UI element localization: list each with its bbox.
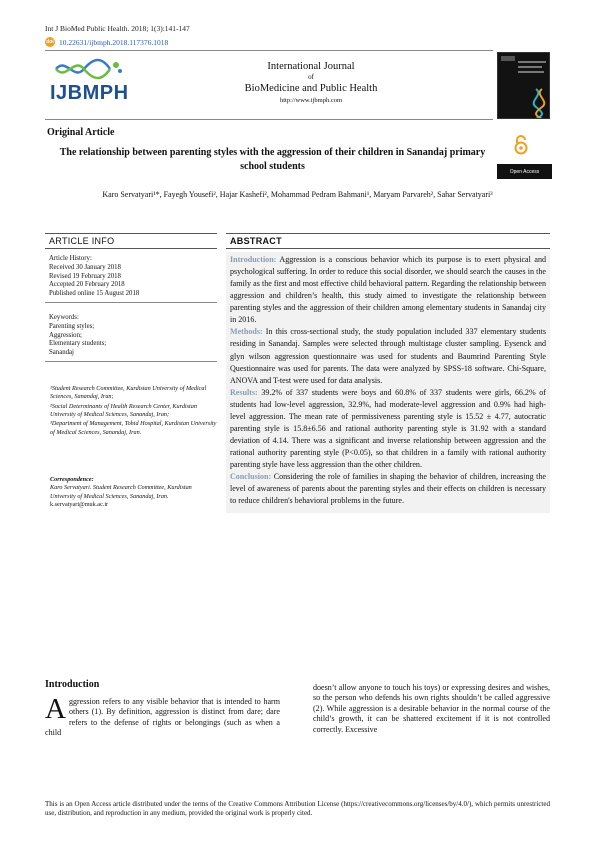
introduction-text-1: ggression refers to any visible behavior that is intended to harm others (1). By definition, aggression is distinct from dare; dare refers to the defense of rights or belongings (such as when a child xyxy=(45,697,280,738)
abstract-results-label: Results: xyxy=(230,387,258,397)
history-published: Published online 15 August 2018 xyxy=(49,290,140,298)
journal-title-line2: of xyxy=(308,73,314,82)
introduction-column-2: doesn’t allow anyone to touch his toys) or expressing desires and wishes, so the person who defends his own rights shouldn’t be called aggressive (2). While aggression is a desirable behavior in the normal course of the child’s growth, it can be shattered excitement if it is not controlled correctly. Excessive xyxy=(313,683,550,734)
author-list: Karo Servatyari¹*, Fayegh Yousefi², Hajar Kashefi², Mohammad Pedram Bahmani¹, Maryam Parvareh², Sahar Servatyari³ xyxy=(102,190,493,199)
abstract-body xyxy=(226,252,550,513)
article-title: The relationship between parenting styles with the aggression of their children in Sanandaj primary school students xyxy=(59,147,486,172)
keyword-item: Aggression; xyxy=(49,331,82,339)
keyword-item: Elementary students; xyxy=(49,340,107,348)
affiliation-item: ¹Student Research Committee, Kurdistan University of Medical Sciences, Sanandaj, Iran; xyxy=(50,385,207,401)
article-info-heading: ARTICLE INFO xyxy=(45,233,217,249)
article-history xyxy=(45,252,217,303)
journal-logo xyxy=(50,55,128,107)
affiliation-item: ²Social Determinants of Health Research Center, Kurdistan University of Medical Sciences, Sanandaj, Iran; xyxy=(50,402,197,419)
abstract-conclusion-text: Considering the role of families in shaping the behavior of children, increasing the level of awareness of parents about the parenting styles and their effects on children is necessary to reduce children's behavioral problems in the future. xyxy=(230,472,546,506)
abstract-results-text: 39.2% of 337 students were boys and 60.8% of 337 students were girls, 66.2% of students had low-level aggression, 32.9%, had moderate-level aggression and 0.9% had high-level aggression. The mean rate of permissiveness parenting style is 15.52 ± 4.77, autocratic parenting style is 15.8±6.56 and rational authority parenting style is 31.92 with a standard deviation of 4.14. There was a significant and inverse relationship between aggression and the rational authority parenting style (P<0.05), so that children in a family with rational authority parenting style have less aggression than the other children. xyxy=(230,387,546,470)
open-access-lock-icon xyxy=(514,135,528,155)
correspondence-text: Karo Servatyari. Student Research Committee, Kurdistan University of Medical Sciences, Sanandaj, Iran. xyxy=(50,484,192,500)
affiliations xyxy=(50,385,218,438)
abstract-intro-label: Introduction: xyxy=(230,255,277,264)
history-accepted: Accepted 20 February 2018 xyxy=(49,281,125,289)
affiliation-item: ³Department of Management, Tohid Hospital, Kurdistan University of Medical Sciences, Sanandaj, Iran. xyxy=(50,420,217,436)
journal-title-block xyxy=(200,60,422,105)
article-type: Original Article xyxy=(47,127,115,138)
cover-art-icon xyxy=(498,53,550,119)
open-access-badge: Open Access xyxy=(497,164,552,179)
abstract-methods-text: In this cross-sectional study, the study population included 337 elementary students residing in Sanandaj. Samples were selected through multistage cluster sampling. Eysenck and glyn wilson aggression questionnaire was used for students and Baumrind Parenting Style Questionnaire was used for parents. The data were analyzed by SPSS-18 software. Chi-Square, ANOVA and T-test were used for data analysis. xyxy=(230,327,546,385)
keyword-item: Parenting styles; xyxy=(49,322,95,330)
doi-link[interactable]: 10.22631/ijbmph.2018.117376.1018 xyxy=(59,37,169,47)
drop-cap: A xyxy=(45,693,66,725)
history-received: Received 30 January 2018 xyxy=(49,263,121,271)
introduction-column-1 xyxy=(45,693,280,739)
introduction-heading: Introduction xyxy=(45,679,100,690)
doi-line xyxy=(45,37,168,47)
keywords-label: Keywords: xyxy=(49,314,79,321)
abstract-methods-label: Methods: xyxy=(230,327,263,337)
doi-icon: doi xyxy=(46,39,54,45)
abstract-intro-text: Aggression is a conscious behavior which its purpose is to exert physical and psychological suffering. In order to reduce this social disorder, we should search the causes in the family as the first and most effective child behavioral pattern. Regarding the relationship between aggression and children’s health, this study aimed to investigate the relationship between parenting styles and the aggression of their children among elementary students in Sanandaj city in 2016. xyxy=(230,255,546,325)
journal-title-line1: International Journal xyxy=(267,61,355,72)
abstract-conclusion-label: Conclusion: xyxy=(230,472,272,482)
history-revised: Revised 19 February 2018 xyxy=(49,272,121,280)
history-label: Article History: xyxy=(49,255,92,262)
abstract-heading: ABSTRACT xyxy=(226,233,550,249)
keywords-block xyxy=(45,311,217,362)
license-footer: This is an Open Access article distributed under the terms of the Creative Commons Attribution License (https://creativecommons.org/licenses/by/4.0/), which permits unrestricted use, distribution, and reproduction in any medium, provided the original work is properly cited. xyxy=(45,800,550,818)
journal-cover-image xyxy=(497,52,550,119)
correspondence-label: Correspondence: xyxy=(50,476,94,483)
correspondence xyxy=(50,476,218,509)
correspondence-email[interactable]: k.servatyari@muk.ac.ir xyxy=(50,501,109,509)
journal-reference: Int J BioMed Public Health. 2018; 1(3):141-147 xyxy=(45,24,190,33)
journal-title-line3: BioMedicine and Public Health xyxy=(244,82,378,94)
journal-url[interactable]: http://www.ijbmph.com xyxy=(279,97,343,104)
logo-text: IJBMPH xyxy=(50,82,129,104)
keyword-item: Sanandaj xyxy=(49,349,74,357)
